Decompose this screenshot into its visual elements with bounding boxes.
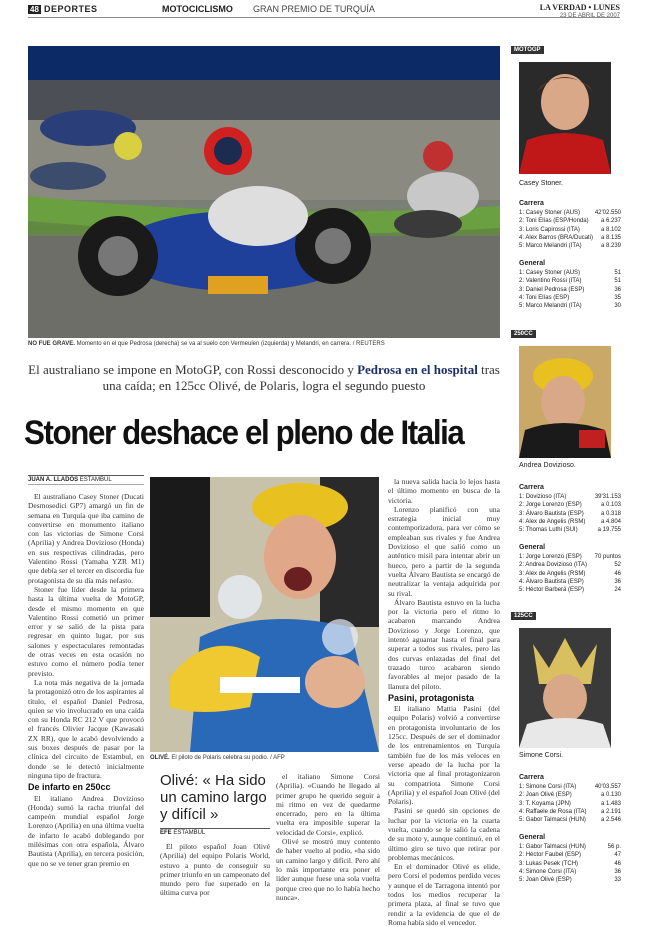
table-row: 3: Alex de Angelis (RSM) 46: [519, 570, 621, 577]
row-pos: 2: [519, 852, 523, 859]
caption-text: Momento en el que Pedrosa (derecha) se va al suelo con Vermeulen (izquierda) y Melandri, en carrera. / REUTERS: [76, 341, 385, 347]
row-name: Jorge Lorenzo (ESP): [525, 554, 582, 561]
row-pos: 2: [519, 218, 523, 225]
table-row: 1: Casey Stoner (AUS) 51: [519, 270, 621, 277]
quote-credit: [160, 828, 270, 836]
paragraph: El australiano Casey Stoner (Ducati Desmosedici GP7) amargó un fin de semana en Turquía que iba camino de convertirse en monumento italiano con las victorias de Simone Corsi (Aprilia) y Andrea Dovizioso (Honda) en sus respectivas cilindradas, pero Valentino Rossi (Yamaha YZR M1) que debía ser el tercer en discordia fue protagonista de su día más nefasto.: [28, 492, 144, 585]
main-photo-caption: [28, 341, 500, 347]
race-crash-illustration: [28, 46, 500, 338]
table-row: 1: Casey Stoner (AUS) 42'02.550: [519, 210, 621, 217]
row-value: 35: [614, 294, 621, 301]
row-pos: 5: [519, 303, 523, 310]
table-title: General: [519, 834, 546, 841]
row-name: Thomas Luthi (SUI): [525, 527, 578, 534]
row-name: Jorge Lorenzo (ESP): [525, 502, 582, 509]
row-pos: 5: [519, 527, 523, 534]
row-name: Alex Barros (BRA/Ducati): [525, 234, 594, 241]
row-value: a 2.546: [600, 817, 621, 824]
row-name: Joan Olivé (ESP): [525, 877, 572, 884]
row-value: 70 puntos: [594, 554, 621, 561]
row-name: Alex de Angelis (RSM): [525, 518, 586, 525]
125cc-general-table: [519, 834, 621, 884]
row-name: Valentino Rossi (ITA): [525, 278, 582, 285]
row-pos: 1: [519, 270, 523, 277]
byline-author: JUAN A. LLADÓS: [28, 477, 79, 483]
row-name: Casey Stoner (AUS): [525, 210, 581, 217]
table-title: Carrera: [519, 774, 544, 781]
row-pos: 3: [519, 286, 523, 293]
dovizioso-photo: [519, 346, 611, 458]
motogp-tag: MOTOGP: [511, 46, 544, 54]
row-value: a 6.237: [600, 218, 621, 225]
row-pos: 3: [519, 860, 523, 867]
row-name: Álvaro Bautista (ESP): [525, 510, 584, 517]
podium-photo-caption: [150, 755, 379, 761]
caption-lead: NO FUE GRAVE.: [28, 341, 75, 347]
paragraph: Lorenzo planificó con una estrategia inicial muy contemporizadora, para ver cómo se empleaban sus rivales y fue Andrea Dovizioso el que salió como un auténtico misil para intentar abrir un hueco, pero a partir de la segunda vuelta Álvaro Bautista se encargó de neutralizar la ventaja adquirida por su rival.: [388, 504, 500, 598]
250cc-race-table: [519, 484, 621, 534]
row-value: 40'03.557: [594, 784, 621, 791]
paragraph: Álvaro Bautista estuvo en la lucha por la victoria pero el ritmo lo acabaron marcando Andrea Dovizioso y Jorge Lorenzo, que intentó aguantar hasta el final para superar a todos sus rivales, pero las dos curvas enlazadas del final del trazado turco acabaron siendo favorables al mejor pasado de la llanura del piloto.: [388, 597, 500, 691]
row-value: 46: [614, 570, 621, 577]
row-name: Toni Elías (ESP): [525, 294, 570, 301]
caption-text: El piloto de Polaris celebra su podio. / AFP: [171, 755, 285, 761]
row-pos: 2: [519, 278, 523, 285]
table-title: Carrera: [519, 484, 544, 491]
paragraph: El italiano Andrea Dovizioso (Honda) sumó la racha triunfal del campeón mundial español Jorge Lorenzo (Aprilia) en una última vuelta de infarto le acabó doblegando por milésimas con otra española, Álvaro Bautista (Aprilia), en tercera posición, que no se ve tener gran premio en: [28, 793, 144, 868]
subheading: De infarto en 250cc: [28, 782, 111, 793]
paragraph: Olivé se mostró muy contento de haber vuelto al podio, «ha sido un camino largo y difícil. Pero ahí lo más importante era poner el líder aunque fuese una sola vuelta porque creo que no lo había hecho nunca».: [276, 837, 380, 902]
row-value: 51: [614, 278, 621, 285]
250cc-general-table: [519, 544, 621, 594]
table-row: 3: Daniel Pedrosa (ESP) 36: [519, 286, 621, 293]
row-pos: 1: [519, 784, 523, 791]
table-row: 4: Simone Corsi (ITA) 36: [519, 868, 621, 875]
table-row: 1: Simone Corsi (ITA) 40'03.557: [519, 784, 621, 791]
row-value: a 8.135: [600, 234, 621, 241]
table-title: General: [519, 544, 546, 551]
row-value: a 0.130: [600, 792, 621, 799]
paragraph: En el dominador Olivé es elide, pero Corsi el podemos perdido veces y aunque el de Tarragona intentó por todos los medios recuperar la primera plaza, al final se tuvo que rendir a la evidencia de que el de Roma había sido el vencedor.: [388, 862, 500, 927]
row-pos: 3: [519, 570, 523, 577]
caption-lead: OLIVÉ.: [150, 755, 170, 761]
row-pos: 2: [519, 562, 523, 569]
row-pos: 5: [519, 587, 523, 594]
row-pos: 1: [519, 844, 523, 851]
page-header: [28, 4, 620, 18]
article-column-3-bottom: [276, 772, 380, 900]
article-deck: [28, 362, 500, 394]
row-value: 39'31.153: [594, 494, 621, 501]
table-row: 5: Gabor Talmacsi (HUN) a 2.546: [519, 817, 621, 824]
row-value: 47: [614, 852, 621, 859]
row-pos: 1: [519, 494, 523, 501]
row-name: Casey Stoner (AUS): [525, 270, 581, 277]
row-value: 33: [614, 877, 621, 884]
paragraph: el italiano Simone Corsi (Aprilia). «Cuando he llegado al primer grupo he querido seguir a mi ritmo en vez de quedarme encerrado, pero en la última vuelta era imposible superar la velocidad de Corsi», explicó.: [276, 772, 380, 837]
row-value: a 2.191: [600, 808, 621, 815]
paragraph: El piloto español Joan Olivé (Aprilia) del equipo Polaris World, estuvo a punto de conseguir su primer triunfo en un campeonato del mundo pero fue superado en la última curva por: [160, 842, 270, 898]
row-value: 51: [614, 270, 621, 277]
row-name: Gabor Talmacsi (HUN): [525, 844, 586, 851]
olive-celebration-illustration: [150, 477, 379, 752]
row-name: Alex de Angelis (RSM): [525, 570, 586, 577]
table-row: 1: Dovizioso (ITA) 39'31.153: [519, 494, 621, 501]
article-column-2-bottom: [160, 842, 270, 900]
stoner-portrait: [519, 62, 611, 174]
table-row: 3: Álvaro Bautista (ESP) a 0.318: [519, 510, 621, 517]
motogp-general-table: [519, 260, 621, 310]
row-pos: 4: [519, 518, 523, 525]
issue-date: 23 DE ABRIL DE 2007: [559, 13, 620, 19]
row-name: Toni Elías (ESP/Honda): [525, 218, 589, 225]
stoner-photo: [519, 62, 611, 174]
byline: [28, 475, 144, 485]
250cc-tag: 250CC: [511, 330, 536, 338]
row-name: Daniel Pedrosa (ESP): [525, 286, 585, 293]
row-pos: 4: [519, 578, 523, 585]
paragraph: La nota más negativa de la jornada la protagonizó otro de los aspirantes al título, el español Daniel Pedrosa, quien se vio involucrado en una caída con su Honda RC 212 V que provocó el francés Olivier Jacque (Kawasaki ZX RR), que le acabó devolviendo a sus boxes después de pasar por la clínica del circuito de Estambul, en donde se le detectó inicialmente ninguna tipo de fractura.: [28, 677, 144, 780]
main-race-photo: [28, 46, 500, 338]
table-row: 4: Alex de Angelis (RSM) a 4.804: [519, 518, 621, 525]
row-name: Raffaele de Rosa (ITA): [525, 808, 587, 815]
row-name: Simone Corsi (ITA): [525, 868, 577, 875]
row-value: a 8.102: [600, 226, 621, 233]
row-pos: 3: [519, 510, 523, 517]
table-row: 2: Joan Olivé (ESP) a 0.130: [519, 792, 621, 799]
table-row: 5: Marco Melandri (ITA) a 8.239: [519, 243, 621, 250]
deck-part-1: El australiano se impone en MotoGP, con Rossi desconocido y: [28, 362, 354, 377]
table-row: 3: Loris Capirossi (ITA) a 8.102: [519, 226, 621, 233]
subsection-title: MOTOCICLISMO: [162, 4, 233, 14]
row-value: 24: [614, 587, 621, 594]
row-value: a 1.483: [600, 800, 621, 807]
row-pos: 4: [519, 808, 523, 815]
125cc-tag: 125CC: [511, 612, 536, 620]
deck-part-2: tras una caída; en 125cc Olivé, de Polaris, logra el segundo puesto: [102, 362, 500, 393]
corsi-photo: [519, 628, 611, 748]
row-name: Marco Melandri (ITA): [525, 243, 582, 250]
section-title: DEPORTES: [44, 4, 98, 14]
quote-credit-agency: EFE: [160, 830, 172, 836]
dovizioso-portrait: [519, 346, 611, 458]
subheading: Pasini, protagonista: [388, 692, 475, 703]
row-value: a 19.755: [597, 527, 621, 534]
row-value: a 8.239: [600, 243, 621, 250]
125cc-race-table: [519, 774, 621, 824]
table-row: 4: Alex Barros (BRA/Ducati) a 8.135: [519, 234, 621, 241]
paragraph: Stoner fue líder desde la primera hasta la última vuelta de MotoGP, desde el mismo momento en que Valentino Rossi cometió un primer error y se salió de la pista para regresar en quinto lugar, por sus salones y espectaculares remontadas de otras veces en esta ocasión no estuvo como el número podía tener previsto.: [28, 584, 144, 678]
row-pos: 1: [519, 210, 523, 217]
row-value: a 0.103: [600, 502, 621, 509]
row-value: 46: [614, 860, 621, 867]
paragraph: Pasini se quedó sin opciones de luchar por la victoria en la cuarta vuelta, cuando se le salió la cadena de su moto y, aunque continuó, en el último giro se tuvo que retirar por problemas mecánicos.: [388, 806, 500, 862]
table-row: 5: Joan Olivé (ESP) 33: [519, 877, 621, 884]
table-row: 4: Álvaro Bautista (ESP) 36: [519, 578, 621, 585]
row-name: Dovizioso (ITA): [525, 494, 567, 501]
row-name: Héctor Barberá (ESP): [525, 587, 585, 594]
table-row: 5: Marco Melandri (ITA) 30: [519, 303, 621, 310]
row-value: 36: [614, 286, 621, 293]
table-row: 3: T. Koyama (JPN) a 1.483: [519, 800, 621, 807]
headline: Stoner deshace el pleno de Italia: [24, 414, 464, 452]
row-name: Simone Corsi (ITA): [525, 784, 577, 791]
row-name: Andrea Dovizioso (ITA): [525, 562, 587, 569]
byline-place: ESTAMBUL: [79, 477, 112, 483]
row-name: Loris Capirossi (ITA): [525, 226, 580, 233]
row-value: 56 p.: [607, 844, 621, 851]
row-pos: 4: [519, 868, 523, 875]
quote-credit-place: ESTAMBUL: [173, 830, 206, 836]
row-value: a 4.804: [600, 518, 621, 525]
deck-bold: Pedrosa en el hospital: [357, 362, 478, 377]
table-row: 2: Valentino Rossi (ITA) 51: [519, 278, 621, 285]
corsi-portrait: [519, 628, 611, 748]
row-pos: 4: [519, 234, 523, 241]
row-pos: 4: [519, 294, 523, 301]
table-row: 2: Andrea Dovizioso (ITA) 52: [519, 562, 621, 569]
row-name: Héctor Faubel (ESP): [525, 852, 582, 859]
row-pos: 5: [519, 817, 523, 824]
125cc-rider-name: Simone Corsi.: [519, 752, 563, 759]
row-value: 42'02.550: [594, 210, 621, 217]
table-title: General: [519, 260, 546, 267]
table-row: 2: Héctor Faubel (ESP) 47: [519, 852, 621, 859]
table-title: Carrera: [519, 200, 544, 207]
row-pos: 1: [519, 554, 523, 561]
row-name: Marco Melandri (ITA): [525, 303, 582, 310]
paragraph: El italiano Mattia Pasini (del equipo Polaris) volvió a convertirse en protagonista involuntario de los 125cc. Después de ser el dominador de los entrenamientos en Turquía también fue de los más veloces en verse apeado de la lucha por la victoria que al final protagonizaron su compatriota Simone Corsi (Aprilia) y el español Joan Olivé (del Polaris).: [388, 704, 500, 807]
row-name: Álvaro Bautista (ESP): [525, 578, 584, 585]
table-row: 1: Gabor Talmacsi (HUN) 56 p.: [519, 844, 621, 851]
table-row: 2: Toni Elías (ESP/Honda) a 6.237: [519, 218, 621, 225]
table-row: 5: Héctor Barberá (ESP) 24: [519, 587, 621, 594]
row-value: 30: [614, 303, 621, 310]
table-row: 2: Jorge Lorenzo (ESP) a 0.103: [519, 502, 621, 509]
row-name: T. Koyama (JPN): [525, 800, 571, 807]
row-pos: 3: [519, 800, 523, 807]
row-pos: 5: [519, 243, 523, 250]
row-value: 36: [614, 578, 621, 585]
table-row: 4: Raffaele de Rosa (ITA) a 2.191: [519, 808, 621, 815]
pull-quote: Olivé: « Ha sido un camino largo y difícil »: [160, 772, 267, 823]
page-number: 48: [30, 5, 39, 14]
table-row: 4: Toni Elías (ESP) 35: [519, 294, 621, 301]
motogp-race-table: [519, 200, 621, 250]
row-pos: 5: [519, 877, 523, 884]
row-value: a 0.318: [600, 510, 621, 517]
row-pos: 2: [519, 502, 523, 509]
row-pos: 2: [519, 792, 523, 799]
row-value: 36: [614, 868, 621, 875]
newspaper-name: LA VERDAD • LUNES: [539, 3, 620, 12]
row-name: Lukas Pesek (TCH): [525, 860, 579, 867]
event-title: GRAN PREMIO DE TURQUÍA: [253, 4, 375, 14]
article-column-4: [388, 477, 500, 927]
table-row: 5: Thomas Luthi (SUI) a 19.755: [519, 527, 621, 534]
row-name: Joan Olivé (ESP): [525, 792, 572, 799]
table-row: 3: Lukas Pesek (TCH) 46: [519, 860, 621, 867]
paragraph: la nueva salida hacia lo lejos hasta el último momento en busca de la victoria.: [388, 477, 500, 505]
250cc-rider-name: Andrea Dovizioso.: [519, 462, 576, 469]
row-value: 52: [614, 562, 621, 569]
motogp-rider-name: Casey Stoner.: [519, 180, 563, 187]
row-name: Gabor Talmacsi (HUN): [525, 817, 586, 824]
podium-photo: [150, 477, 379, 752]
article-column-1: [28, 492, 144, 897]
row-pos: 3: [519, 226, 523, 233]
table-row: 1: Jorge Lorenzo (ESP) 70 puntos: [519, 554, 621, 561]
